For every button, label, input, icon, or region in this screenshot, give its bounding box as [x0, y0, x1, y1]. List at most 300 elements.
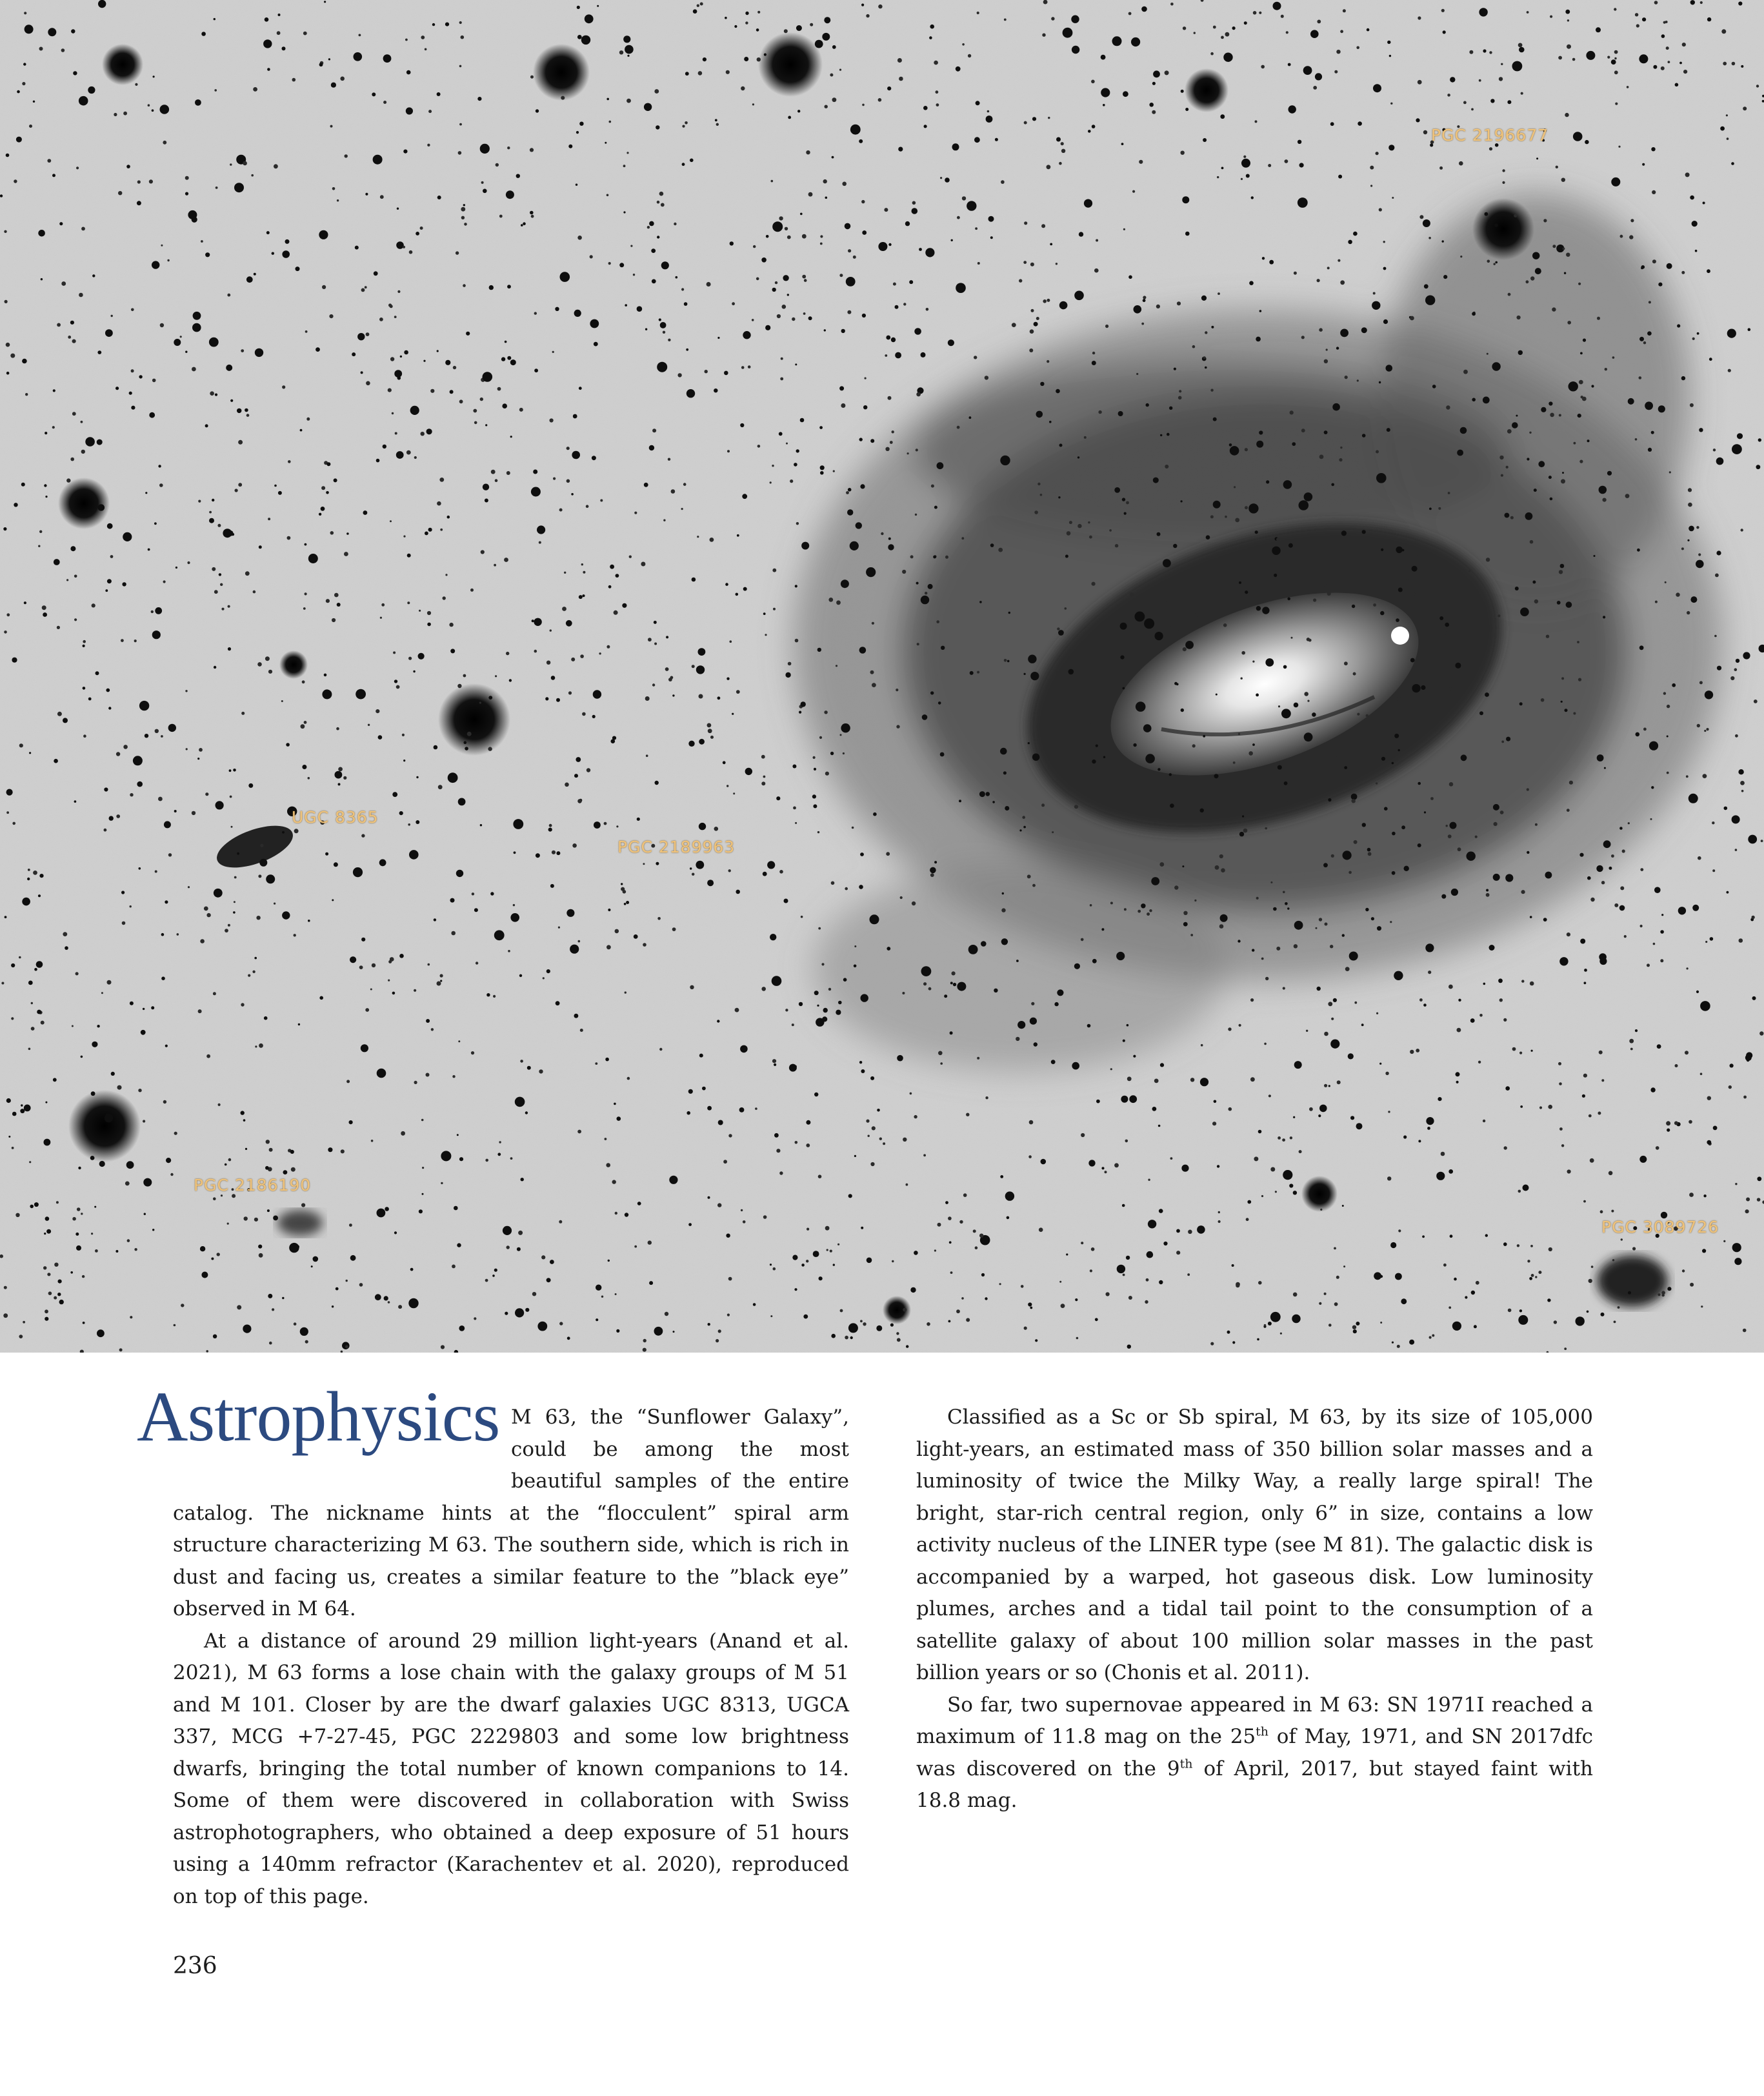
- star: [1499, 77, 1503, 81]
- star: [921, 966, 932, 976]
- star: [11, 963, 15, 967]
- star: [928, 584, 933, 589]
- star: [409, 850, 419, 860]
- star: [936, 103, 939, 106]
- star: [1283, 665, 1287, 669]
- left-paragraph-2: At a distance of around 29 million light-years (Anand et al. 2021), M 63 forms a lose chain with the galaxy groups of M 51 and M 101. Closer by are the dwarf galaxies UGC 8313, UGCA 337, MCG +7-27-45, PGC 2229803 and some low brightness dwarfs, bringing the total number of known companions to 14. Some of them were discovered in collaboration with Swiss astrophotographers, who obtained a deep exposure of 51 hours using a 140mm refractor (Karachentev et al. 2020), reproduced on top of this page.: [173, 1629, 849, 1908]
- star: [225, 929, 228, 932]
- star: [22, 359, 27, 364]
- star: [608, 262, 611, 265]
- star: [1182, 196, 1189, 203]
- star: [952, 143, 959, 150]
- star: [654, 643, 657, 645]
- star: [937, 462, 944, 469]
- star: [863, 1322, 866, 1325]
- star: [688, 741, 694, 747]
- star: [1338, 175, 1342, 179]
- star: [1410, 1050, 1414, 1054]
- star: [987, 110, 990, 113]
- star: [1419, 215, 1423, 219]
- star: [1155, 632, 1163, 640]
- star: [116, 814, 120, 818]
- star: [1030, 329, 1034, 334]
- star: [1141, 903, 1145, 908]
- star: [1232, 1264, 1234, 1267]
- star: [799, 711, 801, 714]
- star: [219, 573, 221, 576]
- star: [623, 211, 625, 213]
- star: [531, 487, 541, 497]
- star: [440, 529, 443, 531]
- star: [622, 603, 626, 608]
- star: [1381, 549, 1383, 551]
- star: [205, 252, 210, 257]
- star: [606, 1163, 610, 1167]
- star: [1059, 301, 1068, 310]
- star: [204, 907, 208, 911]
- star: [402, 734, 405, 736]
- star: [1071, 15, 1079, 23]
- star: [1418, 16, 1421, 19]
- star: [1614, 70, 1618, 74]
- star: [121, 891, 125, 894]
- star: [839, 274, 843, 277]
- star: [192, 811, 195, 815]
- star: [81, 227, 85, 231]
- star: [1599, 953, 1607, 961]
- star: [902, 570, 906, 574]
- star: [1270, 1312, 1281, 1322]
- star: [673, 1331, 675, 1333]
- star: [185, 176, 189, 180]
- star: [269, 1148, 273, 1152]
- star: [329, 314, 333, 318]
- star: [1247, 1200, 1251, 1204]
- star: [1529, 1277, 1532, 1280]
- star: [644, 483, 648, 487]
- star: [646, 754, 648, 757]
- star: [1472, 398, 1476, 402]
- star: [1219, 854, 1223, 858]
- star: [1050, 243, 1052, 246]
- star: [877, 1109, 880, 1112]
- star: [1135, 612, 1145, 622]
- star: [579, 122, 583, 126]
- star: [610, 565, 614, 569]
- star: [1687, 611, 1690, 614]
- star: [1290, 410, 1294, 414]
- star: [1700, 1001, 1710, 1011]
- star: [1622, 849, 1625, 852]
- star: [659, 318, 661, 321]
- star: [1367, 28, 1370, 32]
- star: [1563, 248, 1565, 250]
- star: [441, 1345, 445, 1349]
- star: [741, 1209, 743, 1211]
- star: [647, 226, 650, 228]
- star: [285, 239, 290, 244]
- star: [1666, 1121, 1670, 1125]
- star: [1306, 1030, 1308, 1032]
- star: [1152, 110, 1156, 114]
- star: [1720, 126, 1725, 131]
- star: [1567, 45, 1571, 49]
- star: [870, 914, 879, 924]
- star: [795, 822, 797, 824]
- star: [801, 542, 809, 550]
- star: [619, 263, 624, 267]
- star: [34, 968, 37, 971]
- star: [1352, 1325, 1356, 1329]
- star: [291, 1167, 296, 1172]
- star: [1200, 1078, 1208, 1086]
- star: [1158, 1125, 1161, 1127]
- star: [361, 938, 365, 942]
- star: [1400, 705, 1403, 708]
- star: [966, 1113, 969, 1116]
- star: [1028, 742, 1030, 744]
- star: [1651, 786, 1654, 789]
- star: [209, 338, 219, 347]
- star: [1531, 1050, 1533, 1052]
- star: [36, 961, 43, 968]
- star: [730, 640, 732, 643]
- star: [1432, 1335, 1434, 1337]
- star: [854, 945, 856, 947]
- star: [326, 491, 329, 494]
- star: [231, 826, 233, 828]
- star: [1432, 385, 1436, 388]
- star: [1054, 1002, 1058, 1006]
- star: [1128, 276, 1132, 279]
- star: [1380, 1322, 1382, 1324]
- star: [483, 189, 487, 194]
- star: [459, 1157, 463, 1161]
- star: [407, 601, 410, 604]
- star: [1661, 66, 1665, 70]
- star: [1340, 280, 1345, 285]
- star: [776, 796, 780, 800]
- star: [459, 65, 462, 68]
- star: [1377, 926, 1381, 931]
- star: [656, 125, 659, 129]
- star: [513, 819, 523, 829]
- star: [1264, 1043, 1267, 1045]
- star: [1441, 9, 1445, 12]
- star: [1286, 31, 1288, 34]
- star: [1072, 46, 1079, 54]
- star: [619, 50, 623, 54]
- star: [1579, 460, 1583, 463]
- star: [578, 940, 581, 943]
- star: [924, 125, 927, 128]
- star: [233, 911, 236, 914]
- star: [1037, 483, 1040, 485]
- star: [1456, 1072, 1460, 1076]
- star: [1063, 28, 1073, 38]
- star: [200, 1246, 205, 1251]
- star: [552, 351, 554, 353]
- star: [1392, 197, 1394, 199]
- star: [1241, 651, 1245, 655]
- star: [463, 674, 466, 678]
- star: [1126, 1256, 1130, 1260]
- star: [1501, 474, 1503, 477]
- star: [957, 216, 960, 219]
- star: [1152, 82, 1156, 85]
- star: [85, 437, 95, 447]
- star: [246, 276, 253, 283]
- star: [1221, 167, 1224, 170]
- star: [1463, 370, 1468, 374]
- star: [1712, 869, 1715, 872]
- star: [1387, 428, 1390, 432]
- star: [1698, 553, 1701, 556]
- star: [440, 974, 443, 977]
- star: [1461, 754, 1467, 761]
- star: [305, 592, 307, 595]
- star: [1047, 299, 1050, 302]
- star: [1079, 232, 1083, 236]
- star: [1021, 1285, 1024, 1288]
- star: [426, 1073, 430, 1077]
- star: [485, 1279, 488, 1282]
- star: [143, 1120, 145, 1122]
- star: [1390, 921, 1392, 923]
- star: [321, 486, 325, 490]
- star: [0, 194, 3, 197]
- star: [344, 552, 348, 556]
- star: [626, 901, 629, 904]
- star: [685, 121, 688, 125]
- star: [479, 701, 481, 703]
- star: [1159, 1209, 1163, 1213]
- star: [1538, 461, 1545, 467]
- star: [1557, 601, 1561, 605]
- star: [43, 612, 47, 617]
- star: [506, 471, 510, 475]
- star: [1170, 3, 1174, 6]
- star: [1564, 272, 1566, 274]
- star: [1498, 614, 1500, 617]
- star: [792, 1255, 797, 1260]
- star: [742, 494, 747, 499]
- star: [46, 1229, 51, 1234]
- star: [359, 965, 363, 969]
- star: [621, 883, 623, 885]
- star: [776, 1149, 780, 1153]
- star: [1578, 414, 1581, 418]
- star: [1457, 450, 1463, 456]
- star: [1508, 1309, 1512, 1313]
- star: [95, 1249, 98, 1253]
- star: [1457, 1028, 1461, 1033]
- star: [1344, 661, 1348, 665]
- star: [1386, 365, 1393, 372]
- star: [727, 450, 730, 452]
- star: [550, 629, 552, 631]
- star: [1166, 643, 1168, 645]
- star: [398, 1305, 402, 1309]
- star: [581, 563, 583, 565]
- star: [790, 479, 793, 483]
- star: [1338, 259, 1340, 262]
- star: [745, 21, 748, 24]
- star: [1361, 1023, 1364, 1026]
- star: [1376, 152, 1379, 155]
- star: [794, 1288, 797, 1291]
- star: [39, 530, 42, 533]
- star: [1612, 356, 1615, 359]
- star: [1353, 672, 1356, 676]
- star: [1690, 1283, 1694, 1287]
- star: [1313, 86, 1317, 90]
- star: [1692, 338, 1695, 340]
- star: [107, 980, 112, 985]
- star: [1654, 887, 1661, 893]
- star: [427, 611, 431, 615]
- star: [265, 17, 269, 22]
- star: [1581, 396, 1583, 398]
- star: [872, 622, 874, 625]
- star: [1512, 61, 1523, 72]
- star: [282, 911, 290, 919]
- star: [59, 222, 63, 225]
- star: [214, 18, 215, 20]
- star: [1579, 380, 1583, 385]
- star: [1004, 19, 1007, 21]
- star: [237, 408, 241, 413]
- star: [1274, 574, 1277, 577]
- star: [617, 1116, 621, 1121]
- star: [757, 445, 761, 448]
- star: [510, 1157, 513, 1160]
- star: [107, 579, 112, 583]
- star: [688, 1223, 692, 1226]
- star: [1730, 676, 1734, 680]
- star: [1390, 103, 1392, 105]
- star: [139, 701, 149, 710]
- star: [700, 3, 703, 6]
- star: [287, 536, 291, 540]
- star: [623, 35, 630, 43]
- star: [108, 707, 111, 709]
- star: [824, 17, 830, 23]
- star: [581, 35, 590, 45]
- star: [1012, 323, 1016, 327]
- star: [1081, 938, 1084, 942]
- star: [289, 1243, 299, 1253]
- star: [1667, 1129, 1670, 1132]
- star: [550, 418, 554, 422]
- star: [796, 522, 799, 525]
- star: [714, 827, 719, 831]
- star: [168, 853, 172, 856]
- star: [1185, 108, 1188, 111]
- star: [221, 608, 224, 610]
- star: [1120, 656, 1124, 660]
- star: [878, 98, 882, 102]
- star: [56, 1201, 59, 1204]
- star: [1076, 1337, 1079, 1340]
- star: [1304, 732, 1313, 741]
- star: [1649, 741, 1658, 751]
- star: [669, 1176, 677, 1184]
- star: [697, 536, 699, 538]
- star: [1632, 1247, 1636, 1250]
- star: [1599, 486, 1607, 494]
- star: [228, 647, 231, 650]
- star: [1200, 809, 1204, 812]
- star: [1328, 1085, 1330, 1087]
- star: [827, 1249, 828, 1251]
- star: [29, 752, 31, 754]
- star: [1658, 1293, 1660, 1296]
- star: [366, 332, 370, 336]
- star: [841, 579, 849, 588]
- star: [862, 314, 866, 317]
- star: [1486, 893, 1490, 897]
- star: [1057, 989, 1063, 996]
- star: [897, 1338, 901, 1342]
- star: [606, 645, 610, 649]
- star: [8, 1136, 10, 1138]
- star: [1241, 178, 1243, 180]
- star: [294, 829, 299, 833]
- star: [807, 1228, 809, 1231]
- star: [1299, 1150, 1302, 1153]
- star: [1336, 1276, 1339, 1279]
- star: [1451, 889, 1458, 896]
- star: [764, 54, 767, 56]
- star: [105, 1114, 113, 1122]
- star: [1732, 1243, 1741, 1252]
- star: [1647, 963, 1650, 967]
- star: [1548, 1105, 1552, 1109]
- star: [979, 601, 982, 603]
- star: [1307, 638, 1310, 641]
- star: [373, 155, 383, 165]
- star: [97, 350, 101, 354]
- star: [458, 151, 462, 155]
- star: [737, 534, 739, 537]
- star: [246, 414, 250, 417]
- star: [787, 236, 791, 239]
- star: [1245, 448, 1248, 451]
- star: [1746, 1198, 1750, 1202]
- star: [1091, 1247, 1095, 1251]
- star: [476, 962, 478, 964]
- star: [761, 987, 766, 991]
- star: [1278, 765, 1282, 770]
- star: [1253, 11, 1257, 15]
- star: [1019, 829, 1021, 831]
- star: [852, 827, 854, 829]
- star: [440, 980, 442, 982]
- star: [616, 1329, 619, 1333]
- star: [539, 541, 541, 544]
- star: [414, 456, 417, 459]
- star: [710, 538, 714, 542]
- star: [1416, 118, 1419, 122]
- star: [129, 392, 132, 395]
- star: [1294, 703, 1299, 708]
- star: [160, 323, 164, 327]
- star: [1445, 623, 1449, 627]
- star: [1550, 498, 1553, 501]
- star: [1611, 177, 1620, 186]
- star: [1092, 125, 1096, 128]
